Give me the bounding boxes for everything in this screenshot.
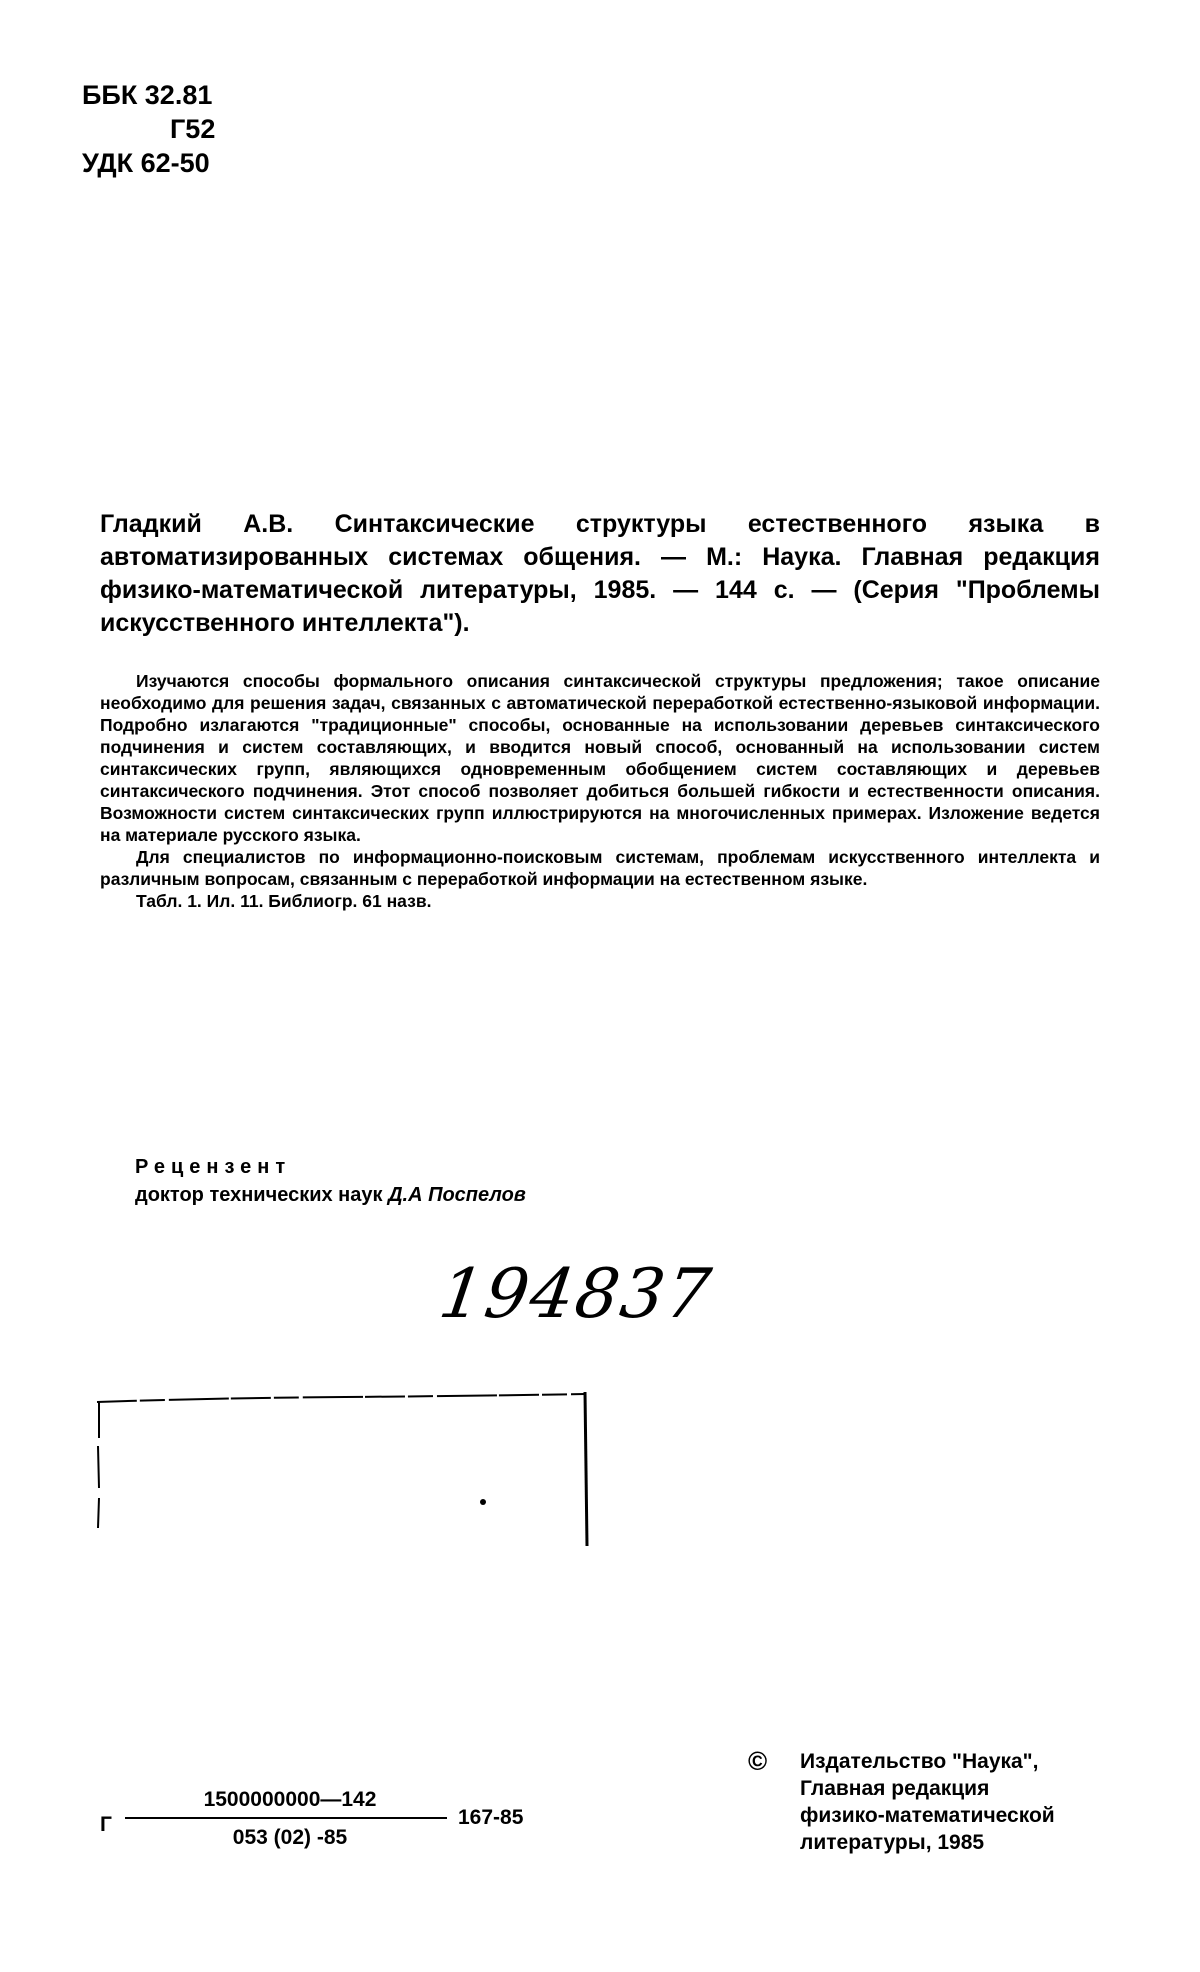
abstract-paragraph: Изучаются способы формального описания синтаксической структуры предложения; такое описание необходимо для решения задач, связанных с автоматической переработкой естественно-языковой информации. Подробно излагаются "традиционные" способы, основанные на использовании деревьев синтаксического подчинения и систем составляющих, и вводится новый способ, основанный на использовании систем синтаксических групп, являющихся одновременным обобщением систем составляющих и деревьев синтаксического подчинения. Этот способ позволяет добиться большей гибкости и естественности описания. Возможности систем синтаксических групп иллюстрируются на многочисленных примерах. Изложение ведется на материале русского языка. <box>100 671 1100 845</box>
copyright-line: литературы, 1985 <box>800 1831 985 1854</box>
reviewer-title: доктор технических наук <box>135 1184 383 1206</box>
author-name: Гладкий А.В. <box>100 510 294 538</box>
stamp-frame <box>95 1388 590 1548</box>
reviewer-line <box>135 1181 526 1209</box>
copyright-line: физико-математической <box>800 1804 1055 1827</box>
index-denominator: 053 (02) -85 <box>232 1826 348 1849</box>
copyright-line: Главная редакция <box>800 1777 990 1800</box>
classification-codes <box>82 78 215 180</box>
reviewer-heading: Рецензент <box>135 1156 292 1178</box>
stamp-frame-right <box>585 1392 587 1546</box>
stamp-frame-top <box>97 1394 585 1402</box>
index-letter: Г <box>100 1813 112 1836</box>
index-code: 167-85 <box>458 1806 524 1829</box>
copyright-line: Издательство "Наука", <box>800 1750 1039 1773</box>
bibliographic-text: Синтаксические структуры естественного языка в автоматизированных системах общения. — М.: Наука. Главная редакция физико-математической литературы, 1985. — 144 с. — (Серия "Проблемы искусственного интеллекта"). <box>100 510 1100 637</box>
fraction-bar <box>125 1817 447 1819</box>
author-mark: Г52 <box>170 114 216 144</box>
stamp-dot <box>480 1499 486 1505</box>
copyright-icon: © <box>748 1746 768 1776</box>
reviewer-name: Д.А Поспелов <box>388 1184 526 1206</box>
index-numerator: 1500000000—142 <box>203 1788 377 1811</box>
audience-paragraph: Для специалистов по информационно-поисковым системам, проблемам искусственного интеллекта и различным вопросам, связанным с переработкой информации на естественном языке. <box>100 847 1100 889</box>
handwritten-number: 194837 <box>434 1255 718 1334</box>
abstract <box>100 670 1100 912</box>
bbk-code: ББК 32.81 <box>82 80 213 110</box>
bibliographic-entry <box>100 508 1100 640</box>
copyright-lines <box>800 1748 1055 1856</box>
stats-paragraph: Табл. 1. Ил. 11. Библиогр. 61 назв. <box>136 891 432 911</box>
udk-code: УДК 62-50 <box>82 148 210 178</box>
reviewer-block <box>135 1153 526 1209</box>
stamp-frame-left <box>98 1402 99 1528</box>
